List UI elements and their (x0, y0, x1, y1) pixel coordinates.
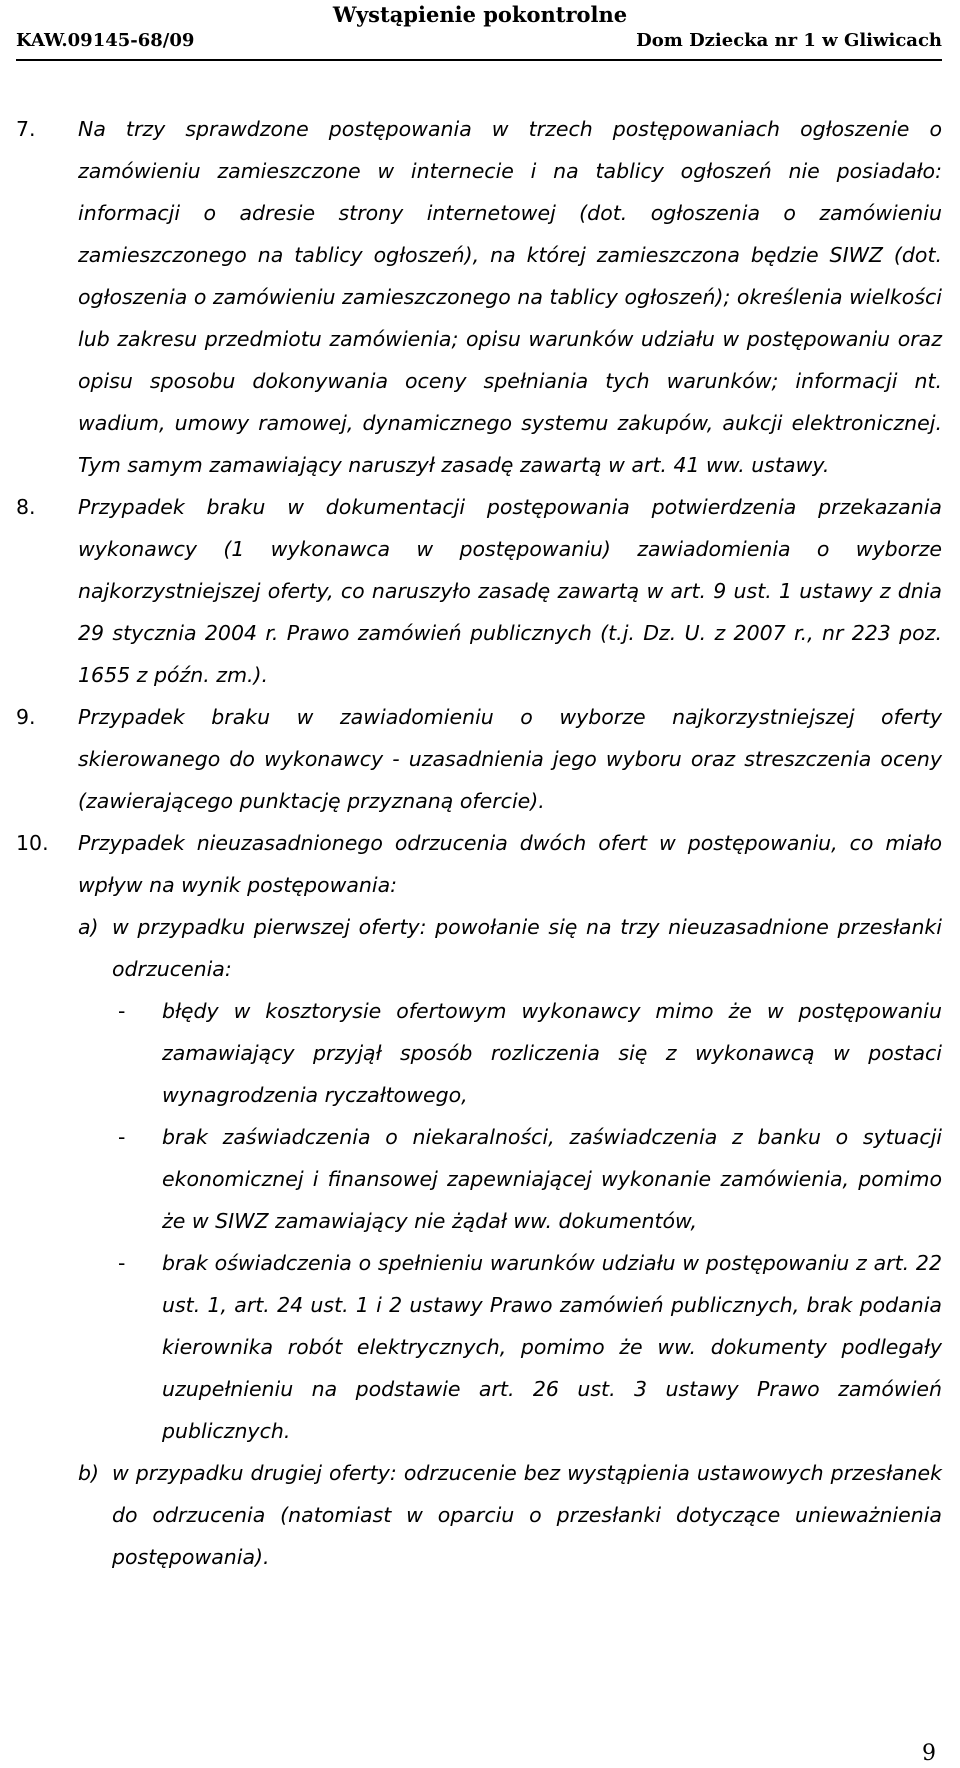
sub-item-label: b) (78, 1461, 100, 1485)
item-text: Przypadek braku w dokumentacji postępowania potwierdzenia przekazania wykonawcy (1 wykonawca w postępowaniu) zawiadomienia o wyborze najkorzystniejszej oferty, co naruszyło zasadę zawartą w art. 9 ust. 1 ustawy z dnia 29 stycznia 2004 r. Prawo zamówień publicznych (t.j. Dz. U. z 2007 r., nr 223 poz. 1655 z późn. zm.). (78, 495, 942, 687)
item-text: Przypadek nieuzasadnionego odrzucenia dwóch ofert w postępowaniu, co miało wpływ na wynik postępowania: (78, 831, 942, 897)
sub-item-a (78, 906, 942, 1452)
dash-marker: - (118, 999, 126, 1023)
dash-item (112, 1242, 942, 1452)
page-header (0, 0, 960, 68)
dash-text: brak zaświadczenia o niekaralności, zaświadczenia z banku o sytuacji ekonomicznej i finansowej zapewniającej wykonanie zamówienia, pomimo że w SIWZ zamawiający nie żądał ww. dokumentów, (162, 1125, 942, 1233)
header-unit: Dom Dziecka nr 1 w Gliwicach (636, 30, 942, 51)
item-number: 8. (16, 495, 36, 519)
header-reference: KAW.09145-68/09 (16, 30, 195, 51)
dash-item (112, 1116, 942, 1242)
item-text: Na trzy sprawdzone postępowania w trzech postępowaniach ogłoszenie o zamówieniu zamieszczone w internecie i na tablicy ogłoszeń nie posiadało: informacji o adresie strony internetowej (dot. ogłoszenia o zamówieniu zamieszczonego na tablicy ogłoszeń), na której zamieszczona będzie SIWZ (dot. ogłoszenia o zamówieniu zamieszczonego na tablicy ogłoszeń); określenia wielkości lub zakresu przedmiotu zamówienia; opisu warunków udziału w postępowaniu oraz opisu sposobu dokonywania oceny spełniania tych warunków; informacji nt. wadium, umowy ramowej, dynamicznego systemu zakupów, aukcji elektronicznej. Tym samym zamawiający naruszył zasadę zawartą w art. 41 ww. ustawy. (78, 117, 942, 477)
dash-marker: - (118, 1125, 126, 1149)
list-item-8 (16, 486, 942, 696)
sub-item-text: w przypadku drugiej oferty: odrzucenie bez wystąpienia ustawowych przesłanek do odrzucenia (natomiast w oparciu o przesłanki dotyczące unieważnienia postępowania). (112, 1461, 942, 1569)
item-number: 7. (16, 117, 36, 141)
page-number: 9 (922, 1741, 936, 1766)
header-divider (16, 59, 942, 61)
item-number: 9. (16, 705, 36, 729)
item-text: Przypadek braku w zawiadomieniu o wyborze najkorzystniejszej oferty skierowanego do wykonawcy - uzasadnienia jego wyboru oraz streszczenia oceny (zawierającego punktację przyznaną ofercie). (78, 705, 942, 813)
dash-text: brak oświadczenia o spełnieniu warunków udziału w postępowaniu z art. 22 ust. 1, art. 24 ust. 1 i 2 ustawy Prawo zamówień publicznych, brak podania kierownika robót elektrycznych, pomimo że ww. dokumenty podlegały uzupełnieniu na podstawie art. 26 ust. 3 ustawy Prawo zamówień publicznych. (162, 1251, 942, 1443)
dash-marker: - (118, 1251, 126, 1275)
list-item-9 (16, 696, 942, 822)
sub-item-b (78, 1452, 942, 1578)
list-item-7 (16, 108, 942, 486)
list-item-10 (16, 822, 942, 1578)
dash-text: błędy w kosztorysie ofertowym wykonawcy mimo że w postępowaniu zamawiający przyjął sposób rozliczenia się z wykonawcą w postaci wynagrodzenia ryczałtowego, (162, 999, 942, 1107)
dash-item (112, 990, 942, 1116)
document-body (16, 108, 942, 1578)
item-number: 10. (16, 831, 49, 855)
header-title: Wystąpienie pokontrolne (332, 2, 628, 27)
sub-item-text: w przypadku pierwszej oferty: powołanie się na trzy nieuzasadnione przesłanki odrzucenia: (112, 915, 942, 981)
sub-item-label: a) (78, 915, 99, 939)
